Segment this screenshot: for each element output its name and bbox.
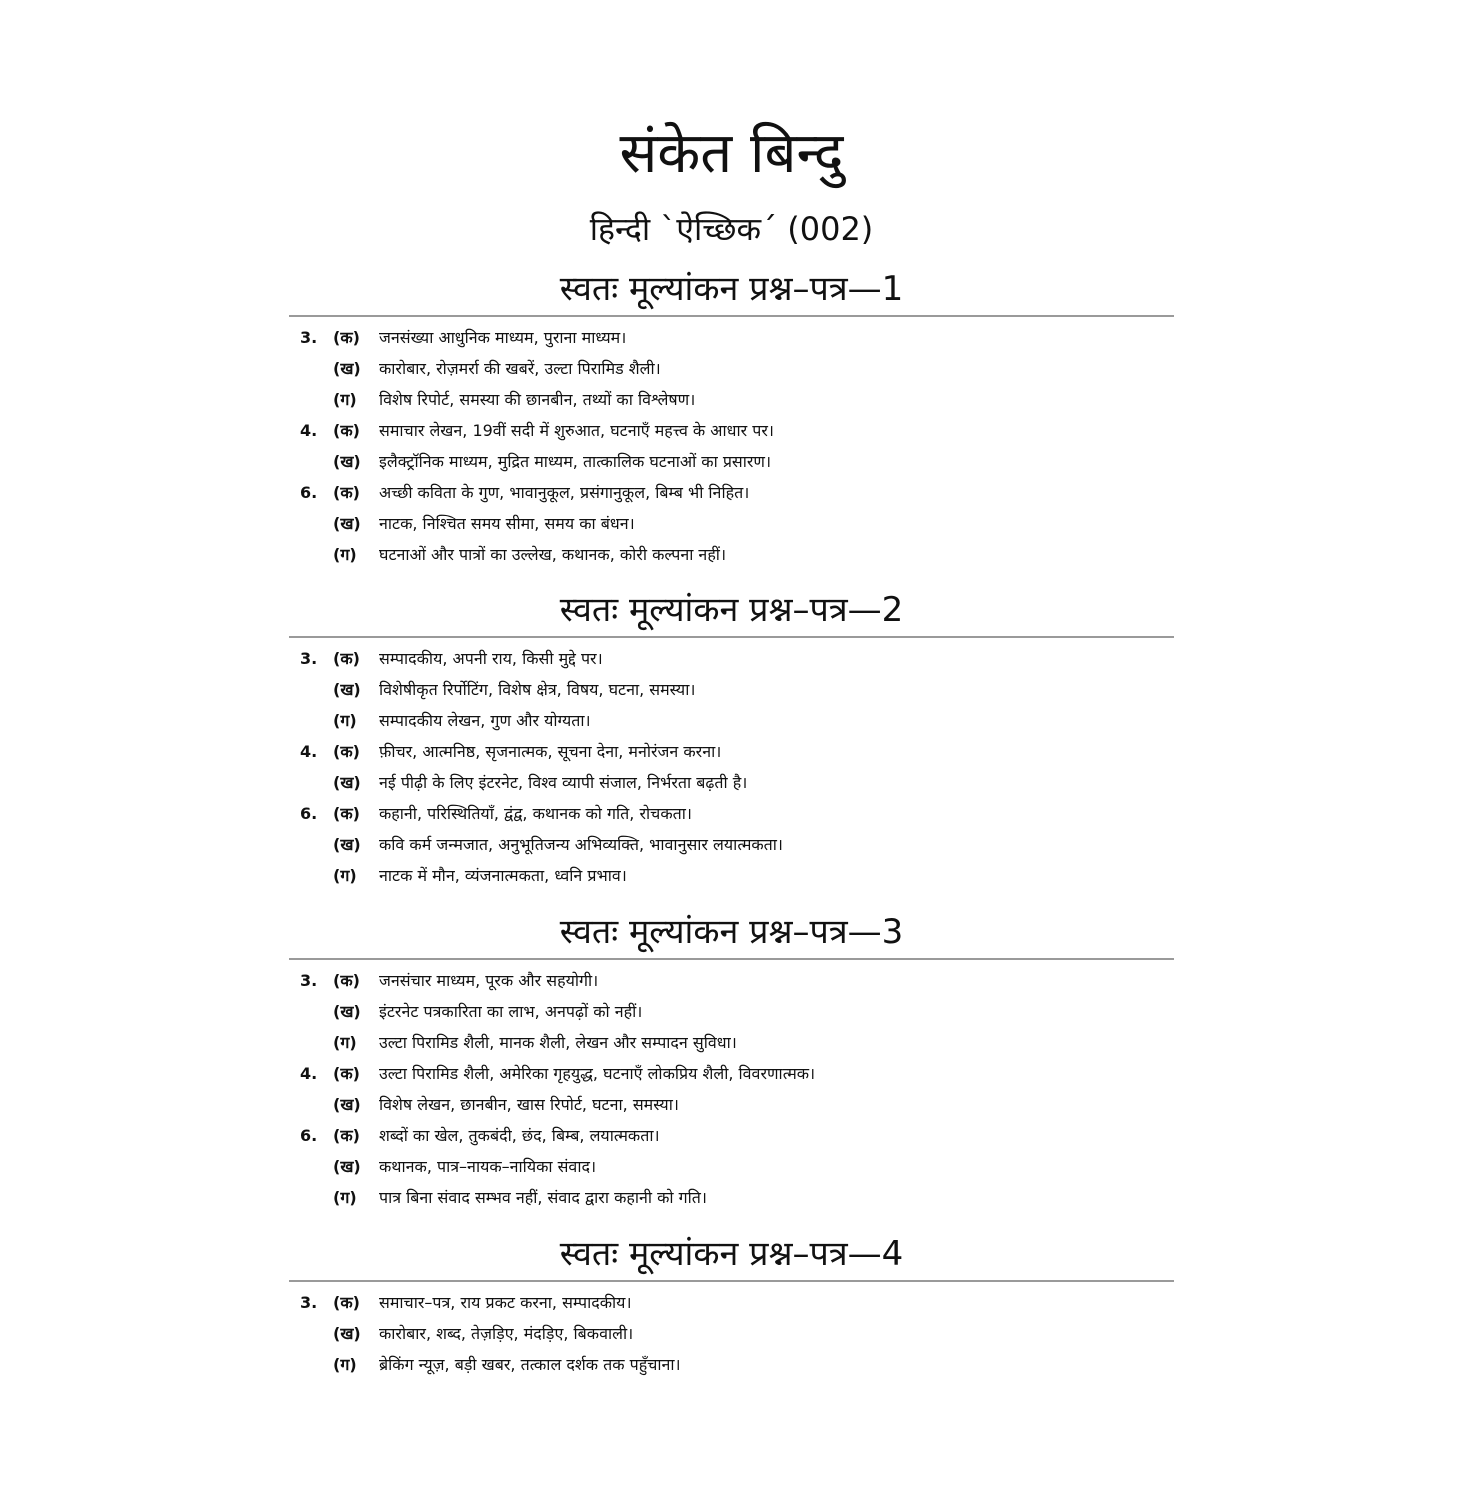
question-number: 4. (300, 1064, 318, 1083)
page-subtitle: हिन्दी `ऐच्छिक´ (002) (589, 210, 874, 248)
sub-part-label: (ग) (333, 1355, 357, 1374)
answer-text: सम्पादकीय लेखन, गुण और योग्यता। (379, 711, 591, 730)
answer-text: फ़ीचर, आत्मनिष्ठ, सृजनात्मक, सूचना देना, मनोरंजन करना। (379, 742, 722, 761)
answer-text: नाटक में मौन, व्यंजनात्मकता, ध्वनि प्रभाव। (379, 866, 627, 885)
answer-text: शब्दों का खेल, तुकबंदी, छंद, बिम्ब, लयात्मकता। (379, 1126, 660, 1145)
answer-text: विशेषीकृत रिर्पोटिंग, विशेष क्षेत्र, विषय, घटना, समस्या। (379, 680, 696, 699)
sub-part-label: (ख) (333, 1157, 361, 1176)
sub-part-label: (ख) (333, 514, 361, 533)
sub-part-label: (क) (333, 1293, 360, 1312)
answer-text: समाचार–पत्र, राय प्रकट करना, सम्पादकीय। (379, 1293, 632, 1312)
sub-part-label: (क) (333, 421, 360, 440)
question-number: 3. (300, 971, 318, 990)
answer-text: सम्पादकीय, अपनी राय, किसी मुद्दे पर। (379, 649, 603, 668)
sub-part-label: (ग) (333, 711, 357, 730)
sub-part-label: (ख) (333, 1002, 361, 1021)
sub-part-label: (क) (333, 1126, 360, 1145)
question-number: 3. (300, 649, 318, 668)
page-title: संकेत बिन्दु (619, 121, 844, 186)
answer-text: उल्टा पिरामिड शैली, अमेरिका गृहयुद्ध, घटनाएँ लोकप्रिय शैली, विवरणात्मक। (379, 1064, 816, 1083)
answer-text: नई पीढ़ी के लिए इंटरनेट, विश्व व्यापी संजाल, निर्भरता बढ़ती है। (379, 773, 748, 792)
answer-text: नाटक, निश्चित समय सीमा, समय का बंधन। (379, 514, 635, 533)
sub-part-label: (ग) (333, 1033, 357, 1052)
section-heading: स्वतः मूल्यांकन प्रश्न–पत्र—2 (559, 590, 904, 630)
answer-text: कहानी, परिस्थितियाँ, द्वंद्व, कथानक को गति, रोचकता। (379, 804, 692, 823)
sub-part-label: (ग) (333, 545, 357, 564)
answer-text: कथानक, पात्र–नायक–नायिका संवाद। (379, 1157, 597, 1176)
sub-part-label: (ख) (333, 1095, 361, 1114)
sub-part-label: (ग) (333, 390, 357, 409)
answer-text: ब्रेकिंग न्यूज़, बड़ी खबर, तत्काल दर्शक तक पहुँचाना। (379, 1355, 681, 1374)
question-number: 4. (300, 421, 318, 440)
sub-part-label: (ग) (333, 866, 357, 885)
question-number: 6. (300, 1126, 318, 1145)
question-number: 3. (300, 328, 318, 347)
sub-part-label: (क) (333, 649, 360, 668)
sub-part-label: (क) (333, 971, 360, 990)
question-number: 6. (300, 804, 318, 823)
sub-part-label: (ख) (333, 773, 361, 792)
section-divider (289, 1280, 1174, 1282)
section-heading: स्वतः मूल्यांकन प्रश्न–पत्र—3 (559, 912, 904, 952)
answer-text: समाचार लेखन, 19वीं सदी में शुरुआत, घटनाएँ महत्त्व के आधार पर। (379, 421, 774, 440)
question-number: 3. (300, 1293, 318, 1312)
sub-part-label: (क) (333, 483, 360, 502)
sub-part-label: (ख) (333, 835, 361, 854)
answer-text: विशेष रिपोर्ट, समस्या की छानबीन, तथ्यों का विश्लेषण। (379, 390, 696, 409)
section-divider (289, 958, 1174, 960)
section-heading: स्वतः मूल्यांकन प्रश्न–पत्र—4 (559, 1234, 904, 1274)
sub-part-label: (क) (333, 804, 360, 823)
sub-part-label: (क) (333, 328, 360, 347)
answer-text: विशेष लेखन, छानबीन, खास रिपोर्ट, घटना, समस्या। (379, 1095, 679, 1114)
answer-text: इंटरनेट पत्रकारिता का लाभ, अनपढ़ों को नहीं। (379, 1002, 643, 1021)
answer-text: पात्र बिना संवाद सम्भव नहीं, संवाद द्वारा कहानी को गति। (379, 1188, 707, 1207)
answer-text: जनसंख्या आधुनिक माध्यम, पुराना माध्यम। (379, 328, 627, 347)
question-number: 6. (300, 483, 318, 502)
answer-text: घटनाओं और पात्रों का उल्लेख, कथानक, कोरी कल्पना नहीं। (379, 545, 727, 564)
section-divider (289, 315, 1174, 317)
sub-part-label: (ख) (333, 1324, 361, 1343)
answer-text: उल्टा पिरामिड शैली, मानक शैली, लेखन और सम्पादन सुविधा। (379, 1033, 737, 1052)
sub-part-label: (ख) (333, 680, 361, 699)
question-number: 4. (300, 742, 318, 761)
answer-text: इलैक्ट्रॉनिक माध्यम, मुद्रित माध्यम, तात्कालिक घटनाओं का प्रसारण। (379, 452, 772, 471)
sub-part-label: (ख) (333, 359, 361, 378)
sub-part-label: (क) (333, 1064, 360, 1083)
answer-text: अच्छी कविता के गुण, भावानुकूल, प्रसंगानुकूल, बिम्ब भी निहित। (379, 483, 750, 502)
sub-part-label: (ग) (333, 1188, 357, 1207)
answer-text: कवि कर्म जन्मजात, अनुभूतिजन्य अभिव्यक्ति, भावानुसार लयात्मकता। (379, 835, 784, 854)
section-divider (289, 636, 1174, 638)
sub-part-label: (ख) (333, 452, 361, 471)
answer-text: जनसंचार माध्यम, पूरक और सहयोगी। (379, 971, 599, 990)
sub-part-label: (क) (333, 742, 360, 761)
answer-text: कारोबार, शब्द, तेज़ड़िए, मंदड़िए, बिकवाली। (379, 1324, 634, 1343)
section-heading: स्वतः मूल्यांकन प्रश्न–पत्र—1 (559, 269, 904, 309)
answer-text: कारोबार, रोज़मर्रा की खबरें, उल्टा पिरामिड शैली। (379, 359, 661, 378)
